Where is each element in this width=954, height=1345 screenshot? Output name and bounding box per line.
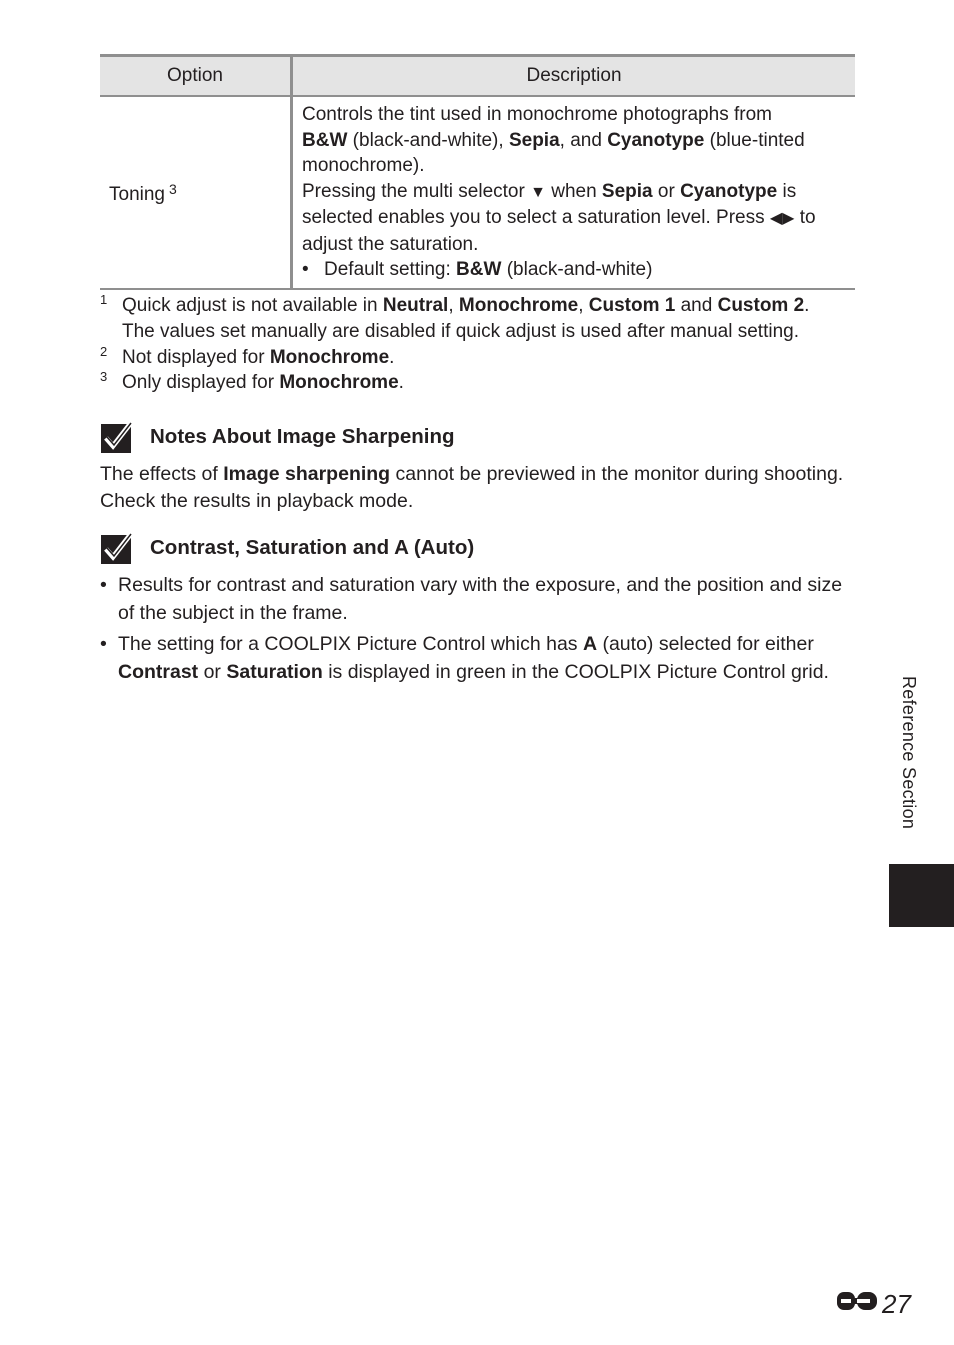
list-item: • The setting for a COOLPIX Picture Control which has A (auto) selected for either Contrast or Saturation is displayed in green in the COOLPIX Picture Control grid. bbox=[100, 630, 860, 686]
section-tab-marker bbox=[889, 864, 954, 927]
bullet-icon: • bbox=[100, 633, 107, 655]
page-number: 27 bbox=[836, 1288, 911, 1321]
toning-description: Controls the tint used in monochrome photographs from B&W (black-and-white), Sepia, and Cyanotype (blue-tinted monochrome). bbox=[302, 104, 805, 176]
options-table bbox=[100, 54, 855, 290]
default-setting: • Default setting: B&W (black-and-white) bbox=[302, 257, 847, 283]
note-contrast-list bbox=[100, 571, 860, 689]
bullet-icon: • bbox=[100, 574, 107, 596]
saturation-description: Pressing the multi selector ▼ when Sepia or Cyanotype is selected enables you to select a saturation level. Press ◀▶ to adjust the saturation. bbox=[302, 180, 816, 255]
footnote-number: 2 bbox=[100, 343, 108, 359]
check-mark-icon bbox=[100, 422, 134, 452]
description-cell bbox=[292, 96, 856, 289]
note-sharpening-body: The effects of Image sharpening cannot be previewed in the monitor during shooting. Check the results in playback mode. bbox=[100, 463, 844, 512]
list-item: • Results for contrast and saturation vary with the exposure, and the position and size of the subject in the frame. bbox=[100, 571, 860, 627]
note-contrast-title: Contrast, Saturation and A (Auto) bbox=[100, 533, 474, 563]
footnote-1: 1 Quick adjust is not available in Neutral, Monochrome, Custom 1 and Custom 2. The values set manually are disabled if quick adjust is used after manual setting. bbox=[100, 293, 860, 345]
option-footnote-ref: 3 bbox=[169, 181, 177, 197]
header-description: Description bbox=[292, 56, 856, 97]
option-cell bbox=[100, 96, 292, 289]
footnote-number: 3 bbox=[100, 369, 108, 385]
footnote-2: 2 Not displayed for Monochrome. bbox=[100, 345, 860, 371]
footnote-number: 1 bbox=[100, 292, 108, 307]
footnote-3: 3 Only displayed for Monochrome. bbox=[100, 370, 860, 396]
section-tab-label: Reference Section bbox=[899, 676, 919, 830]
table-header-row bbox=[100, 56, 855, 97]
header-option: Option bbox=[100, 56, 292, 97]
bullet-icon: • bbox=[302, 259, 309, 280]
note-sharpening-title: Notes About Image Sharpening bbox=[100, 422, 455, 452]
option-name: Toning bbox=[109, 184, 165, 205]
footnotes bbox=[100, 293, 860, 396]
down-arrow-icon: ▼ bbox=[530, 183, 546, 201]
table-row bbox=[100, 96, 855, 289]
left-right-arrow-icon: ◀▶ bbox=[769, 210, 795, 227]
reference-section-icon bbox=[836, 1288, 880, 1321]
check-mark-icon bbox=[100, 533, 134, 563]
